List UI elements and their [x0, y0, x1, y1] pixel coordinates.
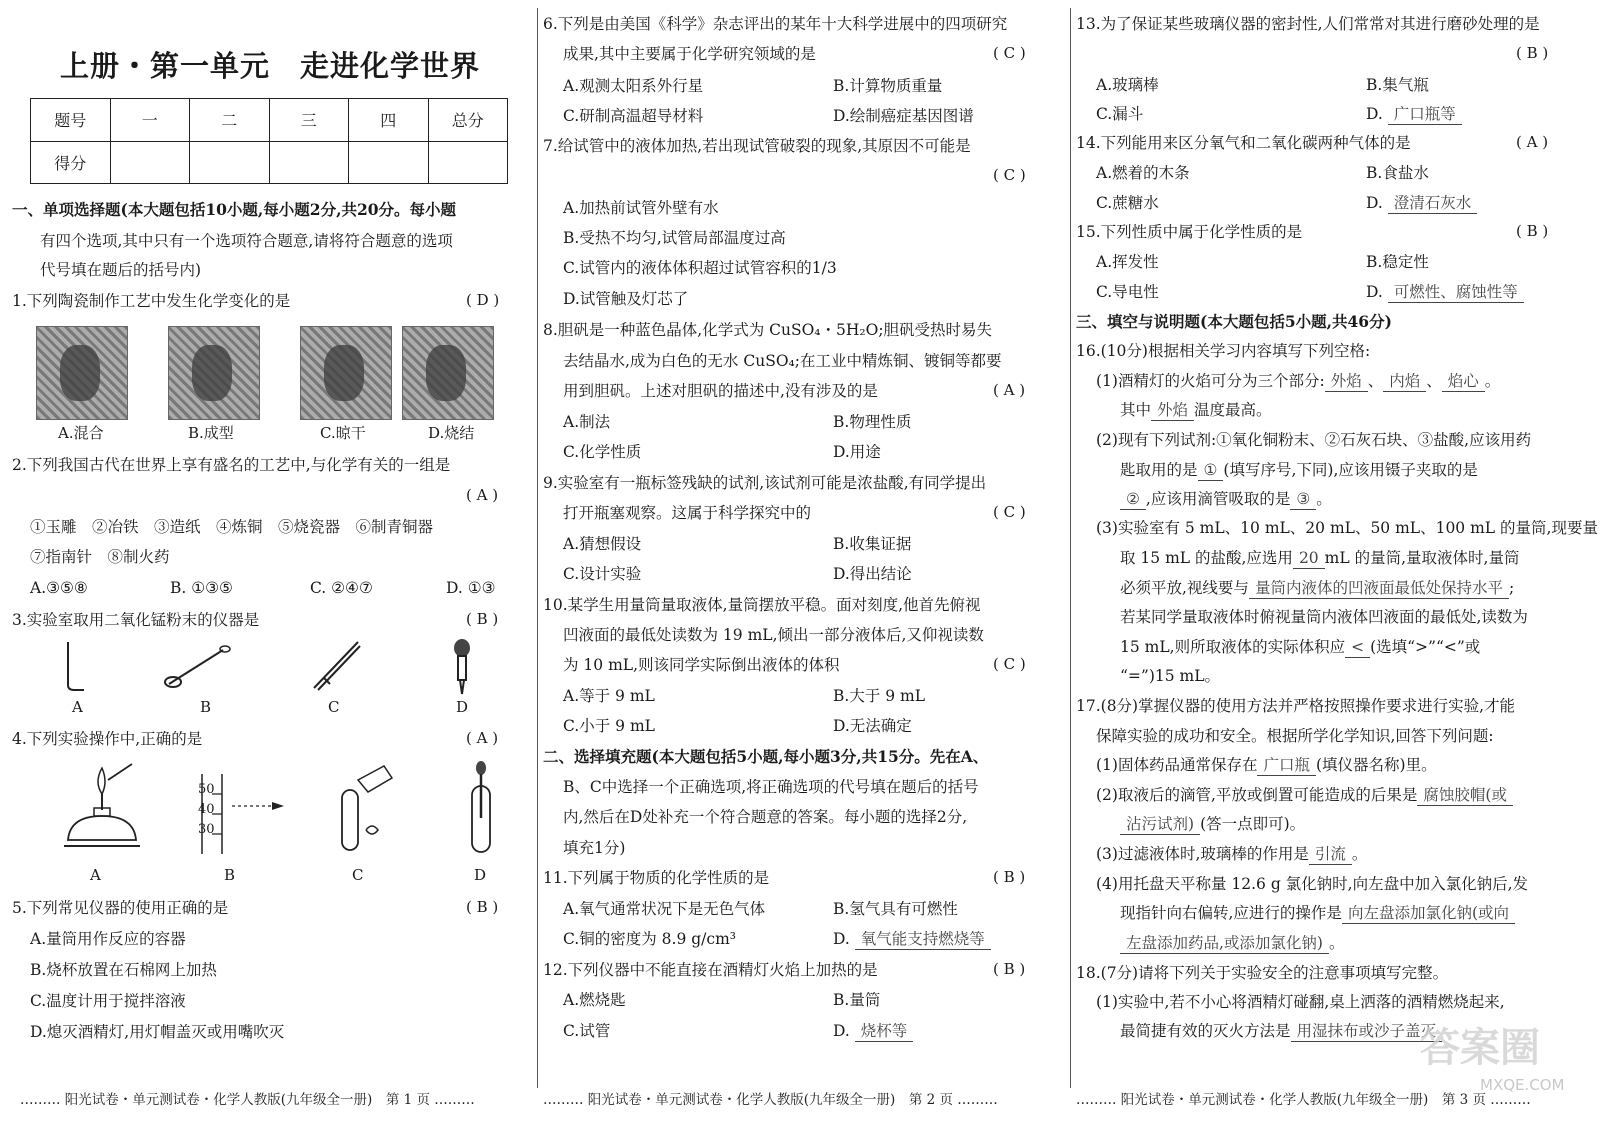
- image-caption: C: [352, 866, 364, 884]
- question-stem: 8.胆矾是一种蓝色晶体,化学式为 CuSO₄・5H₂O;胆矾受热时易失: [543, 321, 993, 339]
- option: C.铜的密度为 8.9 g/cm³: [563, 930, 736, 948]
- column-divider: [1070, 8, 1071, 1088]
- section-heading: 二、选择填充题(本大题包括5小题,每小题3分,共15分。先在A、: [543, 747, 989, 766]
- table-cell: 三: [269, 99, 349, 142]
- answer-fill[interactable]: 外焰: [1151, 400, 1194, 421]
- answer-fill[interactable]: ③: [1290, 489, 1316, 510]
- question-stem: 16.(10分)根据相关学习内容填写下列空格:: [1076, 342, 1371, 360]
- option: C.化学性质: [563, 443, 642, 461]
- text: 其中: [1120, 401, 1152, 419]
- image-caption: D: [474, 866, 487, 884]
- option: A.量筒用作反应的容器: [30, 930, 186, 948]
- text: 。: [1351, 845, 1368, 863]
- answer-fill[interactable]: 腐蚀胶帽(或: [1417, 785, 1513, 806]
- text: (填写序号,下同),应该用镊子夹取的是: [1223, 461, 1478, 479]
- option: C.研制高温超导材料: [563, 107, 704, 125]
- answer-fill[interactable]: 用湿抹布或沙子盖灭: [1291, 1021, 1443, 1042]
- option-label: D.: [833, 1022, 850, 1040]
- answer-bracket: ( B ): [993, 960, 1026, 978]
- image-caption: D: [456, 698, 469, 716]
- answer-fill[interactable]: 内焰: [1383, 371, 1426, 392]
- option: D.试管触及灯芯了: [563, 290, 689, 308]
- option: B.氢气具有可燃性: [833, 900, 958, 918]
- option: B.烧杯放置在石棉网上加热: [30, 961, 217, 979]
- page-2: [543, 0, 1063, 1108]
- question-stem: 去结晶水,成为白色的无水 CuSO₄;在工业中精炼铜、镀铜等都要: [563, 352, 1002, 370]
- answer-fill[interactable]: 焰心: [1442, 371, 1485, 392]
- score-input-cell[interactable]: [428, 141, 508, 184]
- section-heading: 三、填空与说明题(本大题包括5小题,共46分): [1076, 312, 1392, 331]
- option: A.加热前试管外壁有水: [563, 199, 719, 217]
- option: A.猜想假设: [563, 535, 642, 553]
- fill-line: 必须平放,视线要与 量筒内液体的凹液面最低处保持水平 ;: [1120, 579, 1515, 597]
- text: (1)固体药品通常保存在: [1096, 756, 1258, 774]
- option: B.大于 9 mL: [833, 687, 926, 705]
- text: (1)酒精灯的火焰可分为三个部分:: [1096, 372, 1325, 390]
- fill-line: [1096, 785, 1513, 806]
- text-line: (2)现有下列试剂:①氧化铜粉末、②石灰石块、③盐酸,应该用药: [1096, 431, 1532, 449]
- option: D.得出结论: [833, 565, 912, 583]
- image-caption: A: [72, 698, 83, 716]
- image-caption: D.烧结: [428, 424, 475, 442]
- question-stem: 13.为了保证某些玻璃仪器的密封性,人们常常对其进行磨砂处理的是: [1076, 15, 1540, 33]
- answer-fill[interactable]: 外焰: [1325, 371, 1368, 392]
- option: B.稳定性: [1366, 253, 1429, 271]
- option-with-fill: [1366, 193, 1477, 214]
- option: A.等于 9 mL: [563, 687, 655, 705]
- fill-line: [1120, 933, 1345, 954]
- fill-line: [1120, 1021, 1442, 1042]
- option-label: D.: [1366, 194, 1383, 212]
- option: C.漏斗: [1096, 105, 1144, 123]
- option: B.食盐水: [1366, 164, 1429, 182]
- tweezers-icon: [310, 638, 365, 693]
- option: A.③⑤⑧: [30, 579, 88, 597]
- table-cell: 得分: [31, 141, 111, 184]
- option: B.收集证据: [833, 535, 912, 553]
- text: 。: [1316, 490, 1332, 508]
- fill-line: [1120, 400, 1272, 421]
- dropper-icon: [448, 638, 478, 698]
- question-stem: 为 10 mL,则该同学实际倒出液体的体积: [563, 656, 840, 674]
- text-line: 若某同学量取液体时俯视量筒内液体凹液面的最低处,读数为: [1120, 608, 1528, 626]
- image-caption: B: [200, 698, 212, 716]
- option: D. ①③: [446, 579, 496, 597]
- fill-line: [1120, 903, 1515, 924]
- answer-bracket: ( A ): [466, 486, 499, 504]
- text: 15 mL,则所取液体的实际体积应: [1120, 638, 1346, 656]
- score-input-cell[interactable]: [110, 141, 190, 184]
- question-stem: 保障实验的成功和安全。根据所学化学知识,回答下列问题:: [1096, 727, 1494, 745]
- option: D.绘制癌症基因图谱: [833, 107, 974, 125]
- text: (2)取液后的滴管,平放或倒置可能造成的后果是: [1096, 786, 1418, 804]
- question-stem: 凹液面的最低处读数为 19 mL,倾出一部分液体后,又仰视读数: [563, 626, 984, 644]
- score-table: [30, 98, 508, 184]
- answer-fill[interactable]: <: [1345, 637, 1370, 658]
- pottery-drying-image: [300, 326, 392, 420]
- pottery-firing-image: [402, 326, 494, 420]
- image-caption: B.成型: [188, 424, 234, 442]
- answer-bracket: ( B ): [466, 610, 499, 628]
- table-cell: 二: [190, 99, 270, 142]
- tick-label: 40: [198, 802, 215, 817]
- section-text: 代号填在题后的括号内): [40, 261, 202, 279]
- alcohol-lamp-icon: [58, 760, 138, 860]
- option: C.设计实验: [563, 565, 642, 583]
- text: (3)过滤液体时,玻璃棒的作用是: [1096, 845, 1309, 863]
- option-with-fill: [1366, 104, 1462, 125]
- option: B.集气瓶: [1366, 76, 1429, 94]
- page-footer: ……… 阳光试卷・单元测试卷・化学人教版(九年级全一册) 第 1 页 ………: [20, 1092, 475, 1108]
- option: A.观测太阳系外行星: [563, 77, 704, 95]
- question-items: ⑦指南针 ⑧制火药: [30, 548, 170, 566]
- test-tube-dropper-icon: [462, 760, 502, 860]
- option: C.试管内的液体体积超过试管容积的1/3: [563, 259, 837, 277]
- score-input-cell[interactable]: [269, 141, 349, 184]
- text: mL 的量筒,量取液体时,量筒: [1324, 549, 1520, 567]
- answer-fill[interactable]: 广口瓶: [1257, 755, 1316, 776]
- option-label: D.: [1366, 105, 1383, 123]
- option: D.无法确定: [833, 717, 912, 735]
- question-stem: 5.下列常见仪器的使用正确的是: [12, 899, 229, 917]
- answer-fill[interactable]: 量筒内液体的凹液面最低处保持水平: [1249, 578, 1509, 599]
- image-caption: A: [90, 866, 101, 884]
- test-tube-pouring-icon: [328, 760, 398, 860]
- answer-fill[interactable]: 烧杯等: [855, 1021, 914, 1042]
- page-3: [1076, 0, 1598, 1108]
- option: D.熄灭酒精灯,用灯帽盖灭或用嘴吹灭: [30, 1023, 285, 1041]
- answer-bracket: ( C ): [993, 503, 1026, 521]
- fill-line: [1096, 755, 1437, 776]
- tick-label: 30: [198, 822, 215, 837]
- answer-bracket: ( A ): [993, 381, 1026, 399]
- answer-fill[interactable]: 广口瓶等: [1388, 104, 1462, 125]
- image-caption: C.晾干: [320, 424, 366, 442]
- medicine-spoon-icon: [165, 640, 235, 690]
- text: 取 15 mL 的盐酸,应选用: [1120, 549, 1293, 567]
- section-text: 内,然后在D处补充一个符合题意的答案。每小题的选择2分,: [563, 808, 968, 826]
- answer-fill[interactable]: 可燃性、腐蚀性等: [1388, 282, 1524, 303]
- fill-line: [1120, 460, 1478, 481]
- text-line: (3)实验室有 5 mL、10 mL、20 mL、50 mL、100 mL 的量筒,现要量: [1096, 519, 1598, 537]
- answer-fill[interactable]: ②: [1120, 489, 1146, 510]
- fill-line: (1)酒精灯的火焰可分为三个部分: 外焰 、 内焰 、 焰心 。: [1096, 372, 1501, 390]
- watermark-url: MXQE.COM: [1480, 1076, 1565, 1094]
- question-stem: 成果,其中主要属于化学研究领域的是: [563, 45, 816, 63]
- answer-bracket: ( A ): [466, 729, 499, 747]
- answer-bracket: ( B ): [1516, 44, 1549, 62]
- image-caption: C: [328, 698, 340, 716]
- tick-label: 50: [198, 782, 215, 797]
- fill-line: [1120, 637, 1480, 658]
- question-stem: 14.下列能用来区分氧气和二氧化碳两种气体的是: [1076, 134, 1411, 152]
- answer-bracket: ( B ): [993, 868, 1026, 886]
- section-heading: 一、单项选择题(本大题包括10小题,每小题2分,共20分。每小题: [12, 200, 457, 219]
- pottery-shaping-image: [168, 326, 260, 420]
- answer-bracket: ( C ): [993, 166, 1026, 184]
- table-cell: 一: [110, 99, 190, 142]
- text: (答一点即可)。: [1200, 815, 1306, 833]
- text-line: (1)实验中,若不小心将酒精灯碰翻,桌上洒落的酒精燃烧起来,: [1096, 993, 1505, 1011]
- image-caption: A.混合: [58, 424, 104, 442]
- section-text: 填充1分): [563, 839, 626, 857]
- answer-bracket: ( A ): [1516, 133, 1549, 151]
- option: D.用途: [833, 443, 881, 461]
- question-stem: 10.某学生用量筒量取液体,量筒摆放平稳。面对刻度,他首先俯视: [543, 596, 981, 614]
- score-input-cell[interactable]: [349, 141, 429, 184]
- answer-fill[interactable]: 引流: [1309, 844, 1352, 865]
- table-cell: 总分: [428, 99, 508, 142]
- page-title: 上册・第一单元 走进化学世界: [60, 49, 481, 83]
- answer-fill[interactable]: 20: [1293, 548, 1325, 569]
- fill-line: [1096, 844, 1367, 865]
- answer-bracket: ( C ): [993, 44, 1026, 62]
- option: B.量筒: [833, 991, 881, 1009]
- text: 最简捷有效的灭火方法是: [1120, 1022, 1291, 1040]
- question-stem: 1.下列陶瓷制作工艺中发生化学变化的是: [12, 292, 291, 310]
- answer-bracket: ( C ): [993, 655, 1026, 673]
- option: C.试管: [563, 1022, 611, 1040]
- text: 匙取用的是: [1120, 461, 1198, 479]
- answer-bracket: ( B ): [1516, 222, 1549, 240]
- option-with-fill: [833, 929, 991, 950]
- option: A.氧气通常状况下是无色气体: [563, 900, 766, 918]
- option-label: D.: [1366, 283, 1383, 301]
- answer-fill[interactable]: 左盘添加药品,或添加氯化钠): [1120, 933, 1329, 954]
- question-stem: 17.(8分)掌握仪器的使用方法并严格按照操作要求进行实验,才能: [1076, 697, 1516, 715]
- question-items: ①玉雕 ②冶铁 ③造纸 ④炼铜 ⑤烧瓷器 ⑥制青铜器: [30, 518, 434, 536]
- text: (填仪器名称)里。: [1315, 756, 1437, 774]
- pottery-mixing-image: [36, 326, 128, 420]
- text: 温度最高。: [1194, 401, 1272, 419]
- question-stem: 9.实验室有一瓶标签残缺的试剂,该试剂可能是浓盐酸,有同学提出: [543, 474, 987, 492]
- question-stem: 2.下列我国古代在世界上享有盛名的工艺中,与化学有关的一组是: [12, 456, 451, 474]
- question-stem: 3.实验室取用二氧化锰粉末的仪器是: [12, 611, 260, 629]
- answer-bracket: ( B ): [466, 898, 499, 916]
- answer-fill[interactable]: ①: [1198, 460, 1224, 481]
- fill-line: [1120, 814, 1305, 835]
- option-with-fill: [833, 1021, 913, 1042]
- option: A.玻璃棒: [1096, 76, 1159, 94]
- answer-fill[interactable]: 氧气能支持燃烧等: [855, 929, 991, 950]
- page-footer: ……… 阳光试卷・单元测试卷・化学人教版(九年级全一册) 第 2 页 ………: [543, 1092, 998, 1108]
- answer-fill[interactable]: 澄清石灰水: [1388, 193, 1478, 214]
- text: 现指针向右偏转,应进行的操作是: [1120, 904, 1342, 922]
- option: A.燃烧匙: [563, 991, 626, 1009]
- answer-fill[interactable]: 向左盘添加氯化钠(或向: [1342, 903, 1515, 924]
- answer-fill[interactable]: 沾污试剂): [1120, 814, 1200, 835]
- option: B.受热不均匀,试管局部温度过高: [563, 229, 786, 247]
- question-stem: 7.给试管中的液体加热,若出现试管破裂的现象,其原因不可能是: [543, 137, 971, 155]
- option: A.挥发性: [1096, 253, 1159, 271]
- question-stem: 18.(7分)请将下列关于实验安全的注意事项填写完整。: [1076, 964, 1449, 982]
- page-1: [10, 0, 530, 1108]
- option: C. ②④⑦: [310, 579, 373, 597]
- question-stem: 用到胆矾。上述对胆矾的描述中,没有涉及的是: [563, 382, 878, 400]
- section-text: B、C中选择一个正确选项,将正确选项的代号填在题后的括号: [563, 778, 979, 796]
- question-stem: 15.下列性质中属于化学性质的是: [1076, 223, 1303, 241]
- section-text: 有四个选项,其中只有一个选项符合题意,请将符合题意的选项: [40, 232, 453, 250]
- option: C.温度计用于搅拌溶液: [30, 992, 186, 1010]
- option: A.燃着的木条: [1096, 164, 1190, 182]
- fill-line: [1120, 489, 1332, 510]
- text: ,应该用滴管吸取的是: [1145, 490, 1291, 508]
- text-line: (4)用托盘天平称量 12.6 g 氯化钠时,向左盘中加入氯化钠后,发: [1096, 875, 1529, 893]
- fill-line: [1120, 548, 1519, 569]
- text: (选填“>”“<”或: [1370, 638, 1481, 656]
- text: 。: [1328, 934, 1345, 952]
- option: B.物理性质: [833, 413, 912, 431]
- option: B. ①③⑤: [170, 579, 233, 597]
- answer-bracket: ( D ): [466, 291, 500, 309]
- option: B.计算物质重量: [833, 77, 943, 95]
- option-label: D.: [833, 930, 850, 948]
- image-caption: B: [224, 866, 236, 884]
- table-cell: 四: [349, 99, 429, 142]
- score-input-cell[interactable]: [190, 141, 270, 184]
- question-stem: 6.下列是由美国《科学》杂志评出的某年十大科学进展中的四项研究: [543, 15, 1008, 33]
- text-line: “=”)15 mL。: [1120, 667, 1221, 685]
- question-stem: 4.下列实验操作中,正确的是: [12, 730, 203, 748]
- page-footer: ……… 阳光试卷・单元测试卷・化学人教版(九年级全一册) 第 3 页 ………: [1076, 1092, 1531, 1108]
- text: 必须平放,视线要与: [1120, 579, 1249, 597]
- watermark-logo: 答案圈: [1420, 1025, 1540, 1071]
- question-stem: 11.下列属于物质的化学性质的是: [543, 869, 770, 887]
- option: C.导电性: [1096, 283, 1159, 301]
- question-stem: 打开瓶塞观察。这属于科学探究中的: [563, 504, 812, 522]
- option: A.制法: [563, 413, 611, 431]
- table-cell: 题号: [31, 99, 111, 142]
- glass-rod-icon: [60, 640, 90, 695]
- question-stem: 12.下列仪器中不能直接在酒精灯火焰上加热的是: [543, 961, 878, 979]
- option: C.蔗糖水: [1096, 194, 1159, 212]
- option-with-fill: [1366, 282, 1524, 303]
- column-divider: [537, 8, 538, 1088]
- option: C.小于 9 mL: [563, 717, 655, 735]
